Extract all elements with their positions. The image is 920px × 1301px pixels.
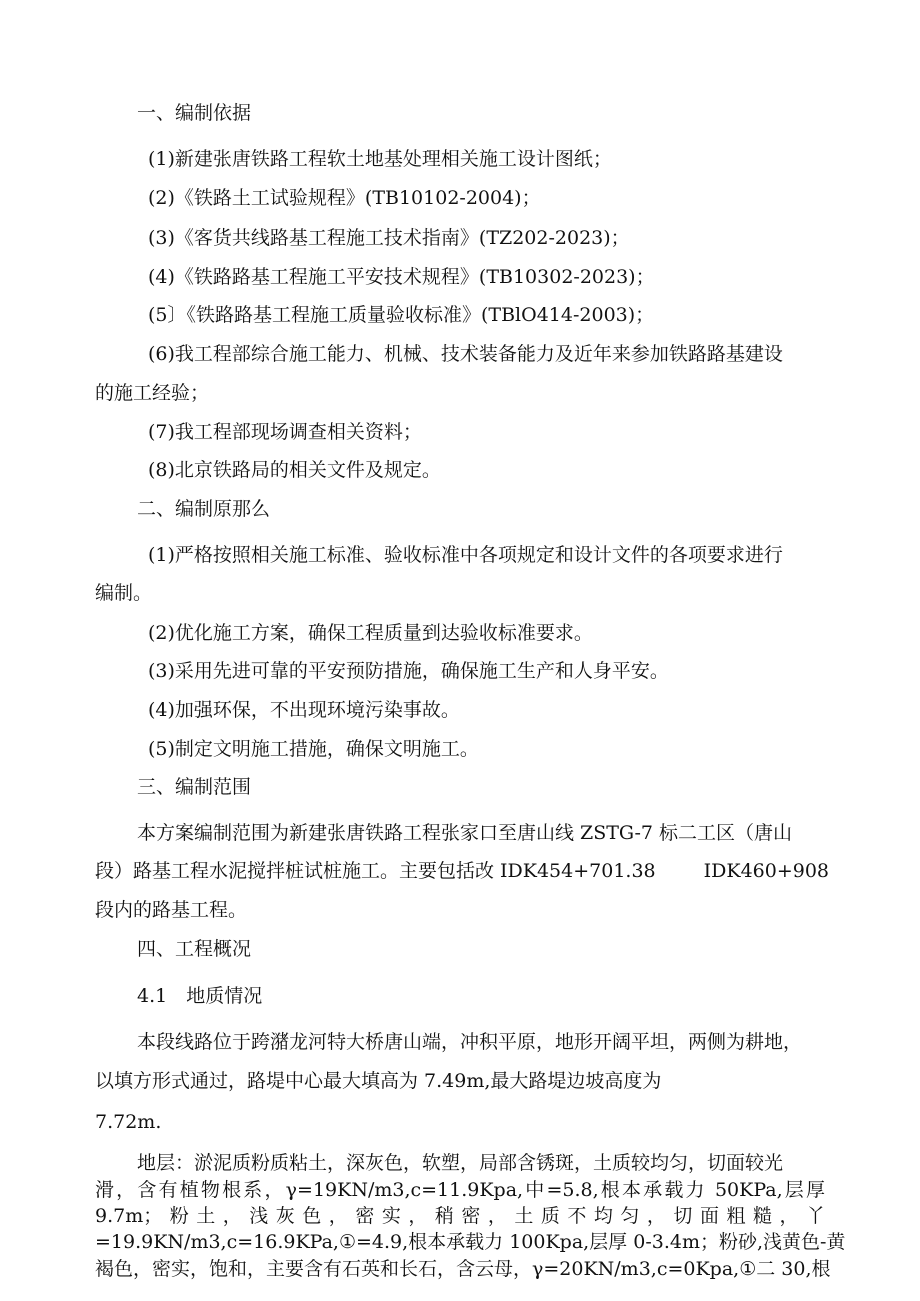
geology-para1-line1: 本段线路位于跨潴龙河特大桥唐山端，冲积平原，地形开阔平坦，两侧为耕地， [137,1031,803,1053]
principle-item-3: (3)采用先进可靠的平安预防措施，确保施工生产和人身平安。 [148,660,669,682]
basis-item-3: (3)《客货共线路基工程施工技术指南》(TZ202-2023)； [148,227,630,249]
basis-item-1: (1)新建张唐铁路工程软土地基处理相关施工设计图纸； [148,148,612,170]
basis-item-2: (2)《铁路土工试验规程》(TB10102-2004)； [148,187,541,209]
section-heading-basis: 一、编制依据 [137,102,252,124]
geology-para1-line3: 7.72m. [95,1111,162,1133]
scope-line-3: 段内的路基工程。 [95,899,248,921]
strata-line-3: 9.7m；粉土，浅灰色，密实，稍密，土质不均匀，切面粗糙，丫 [95,1205,825,1227]
basis-item-6-line1: (6)我工程部综合施工能力、机械、技术装备能力及近年来参加铁路路基建设 [148,343,783,365]
scope-line-2 [95,858,829,884]
basis-item-8: (8)北京铁路局的相关文件及规定。 [148,459,441,481]
principle-item-1-line1: (1)严格按照相关施工标准、验收标准中各项规定和设计文件的各项要求进行 [148,544,783,566]
geology-para1-line2: 以填方形式通过，路堤中心最大填高为 7.49m,最大路堤边坡高度为 [95,1070,662,1092]
basis-item-5: (5〕《铁路路基工程施工质量验收标准》(TBlO414-2003)； [148,304,655,326]
strata-line-4: =19.9KN∕m3,c=16.9KPa,①=4.9,根本承载力 100Kpa,层厚 0-3.4m；粉砂,浅黄色-黄 [95,1231,846,1253]
scope-mileage-start: 段）路基工程水泥搅拌桩试桩施工。主要包括改 IDK454+701.38 [95,860,656,882]
principle-item-2: (2)优化施工方案，确保工程质量到达验收标准要求。 [148,622,593,644]
strata-line-1: 地层：淤泥质粉质粘土，深灰色，软塑，局部含锈斑，土质较均匀，切面较光 [137,1152,784,1174]
basis-item-6-line2: 的施工经验； [95,382,210,404]
section-heading-scope: 三、编制范围 [137,776,252,798]
basis-item-4: (4)《铁路路基工程施工平安技术规程》(TB10302-2023)； [148,266,655,288]
principle-item-4: (4)加强环保，不出现环境污染事故。 [148,699,460,721]
sub-heading-geology: 4.1 地质情况 [137,985,263,1007]
principle-item-1-line2: 编制。 [95,582,153,604]
scope-mileage-end: IDK460+908 [703,860,830,882]
principle-item-5: (5)制定文明施工措施，确保文明施工。 [148,738,479,760]
basis-item-7: (7)我工程部现场调查相关资料； [148,421,422,443]
strata-line-5: 褐色，密实，饱和，主要含有石英和长石，含云母，γ=20KN∕m3,c=0Kpa,①二 30,根 [95,1258,831,1280]
strata-line-2: 滑，含有植物根系，γ=19KN∕m3,c=11.9Kpa,中=5.8,根本承载力 50KPa,层厚 [95,1179,825,1201]
section-heading-principles: 二、编制原那么 [137,498,271,520]
section-heading-overview: 四、工程概况 [137,938,252,960]
scope-line-1: 本方案编制范围为新建张唐铁路工程张家口至唐山线 ZSTG-7 标二工区（唐山 [137,822,793,844]
